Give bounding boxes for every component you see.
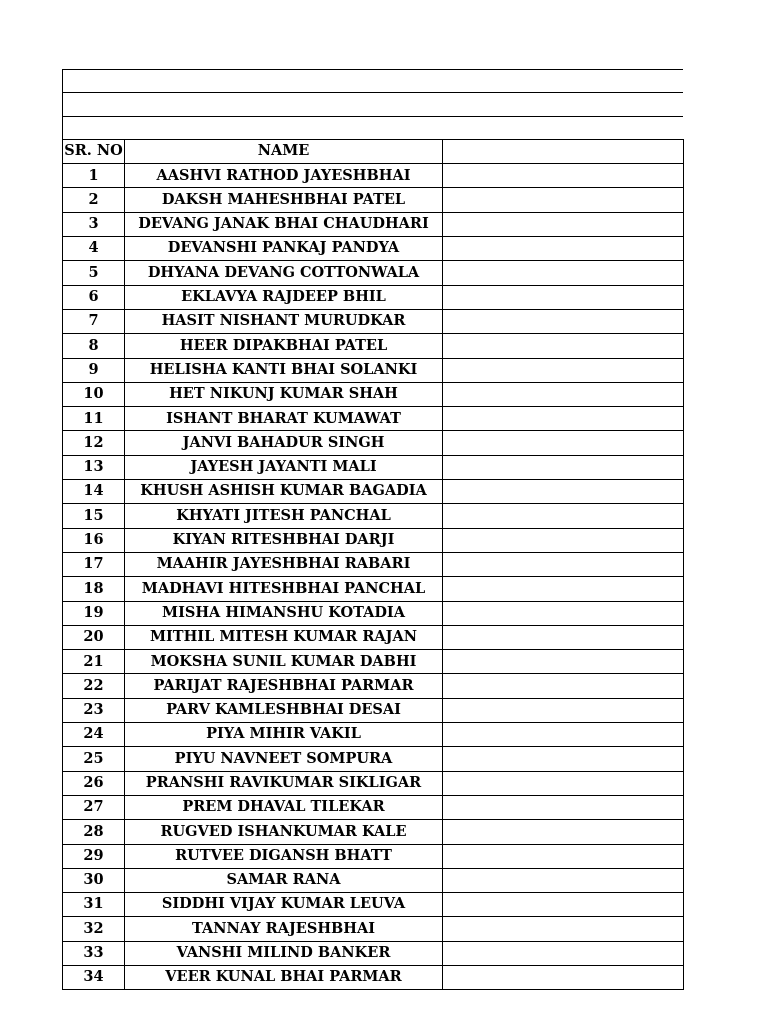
table-row [63,455,684,479]
table-row [63,723,684,747]
table-row [63,893,684,917]
student-name-cell: EKLAVYA RAJDEEP BHIL [125,285,443,309]
table-row [63,625,684,649]
sr-no-cell: 4 [63,237,125,261]
extra-cell [443,382,684,406]
sr-no-cell: 16 [63,528,125,552]
extra-cell [443,941,684,965]
student-name-cell: RUGVED ISHANKUMAR KALE [125,820,443,844]
student-name-cell: KIYAN RITESHBHAI DARJI [125,528,443,552]
table-row [63,771,684,795]
sr-no-cell: 28 [63,820,125,844]
blank-spacer-row [62,116,683,139]
student-table [62,139,684,990]
table-row [63,795,684,819]
table-row [63,577,684,601]
student-name-cell: PRANSHI RAVIKUMAR SIKLIGAR [125,771,443,795]
student-name-cell: PREM DHAVAL TILEKAR [125,795,443,819]
sr-no-cell: 24 [63,723,125,747]
table-row [63,941,684,965]
table-row [63,309,684,333]
table-row [63,164,684,188]
student-name-cell: KHYATI JITESH PANCHAL [125,504,443,528]
extra-cell [443,625,684,649]
extra-cell [443,577,684,601]
student-name-cell: HET NIKUNJ KUMAR SHAH [125,382,443,406]
sr-no-cell: 15 [63,504,125,528]
extra-cell [443,795,684,819]
sr-no-cell: 27 [63,795,125,819]
table-row [63,261,684,285]
extra-cell [443,868,684,892]
table-row [63,212,684,236]
sr-no-cell: 19 [63,601,125,625]
sr-no-cell: 17 [63,552,125,576]
extra-cell [443,358,684,382]
student-name-cell: ISHANT BHARAT KUMAWAT [125,407,443,431]
table-row [63,188,684,212]
sr-no-cell: 1 [63,164,125,188]
extra-cell [443,965,684,989]
sr-no-header: SR. NO [63,139,125,163]
table-row [63,334,684,358]
extra-cell [443,820,684,844]
sr-no-cell: 34 [63,965,125,989]
student-name-cell: SAMAR RANA [125,868,443,892]
table-body [63,164,684,990]
table-header-row [63,139,684,163]
student-name-cell: PARV KAMLESHBHAI DESAI [125,698,443,722]
table-row [63,917,684,941]
sr-no-cell: 11 [63,407,125,431]
extra-cell [443,650,684,674]
student-name-cell: HEER DIPAKBHAI PATEL [125,334,443,358]
student-name-cell: MADHAVI HITESHBHAI PANCHAL [125,577,443,601]
table-row [63,844,684,868]
table-row [63,407,684,431]
table-row [63,965,684,989]
extra-cell [443,164,684,188]
sr-no-cell: 13 [63,455,125,479]
extra-cell [443,309,684,333]
sr-no-cell: 32 [63,917,125,941]
extra-cell [443,285,684,309]
student-name-cell: VANSHI MILIND BANKER [125,941,443,965]
table-row [63,820,684,844]
extra-cell [443,844,684,868]
name-header: NAME [125,139,443,163]
extra-cell [443,698,684,722]
student-name-cell: TANNAY RAJESHBHAI [125,917,443,941]
blank-subtitle-row [62,92,683,115]
extra-cell [443,188,684,212]
extra-cell [443,552,684,576]
sr-no-cell: 31 [63,893,125,917]
sr-no-cell: 12 [63,431,125,455]
student-name-cell: DHYANA DEVANG COTTONWALA [125,261,443,285]
student-name-cell: DEVANG JANAK BHAI CHAUDHARI [125,212,443,236]
sr-no-cell: 22 [63,674,125,698]
blank-title-row [62,69,683,92]
table-row [63,237,684,261]
table-row [63,747,684,771]
extra-cell [443,528,684,552]
table-row [63,698,684,722]
sr-no-cell: 25 [63,747,125,771]
extra-cell [443,504,684,528]
table-row [63,674,684,698]
student-name-cell: MITHIL MITESH KUMAR RAJAN [125,625,443,649]
student-name-cell: MOKSHA SUNIL KUMAR DABHI [125,650,443,674]
sr-no-cell: 33 [63,941,125,965]
extra-cell [443,237,684,261]
sr-no-cell: 21 [63,650,125,674]
student-name-cell: KHUSH ASHISH KUMAR BAGADIA [125,480,443,504]
table-row [63,601,684,625]
student-list-sheet [62,69,683,990]
extra-cell [443,431,684,455]
sr-no-cell: 2 [63,188,125,212]
extra-cell [443,917,684,941]
sr-no-cell: 10 [63,382,125,406]
table-row [63,528,684,552]
student-name-cell: DAKSH MAHESHBHAI PATEL [125,188,443,212]
sr-no-cell: 6 [63,285,125,309]
extra-column-header [443,139,684,163]
student-name-cell: MAAHIR JAYESHBHAI RABARI [125,552,443,576]
extra-cell [443,212,684,236]
sr-no-cell: 18 [63,577,125,601]
extra-cell [443,601,684,625]
student-name-cell: HELISHA KANTI BHAI SOLANKI [125,358,443,382]
student-name-cell: MISHA HIMANSHU KOTADIA [125,601,443,625]
sr-no-cell: 29 [63,844,125,868]
table-row [63,382,684,406]
sr-no-cell: 5 [63,261,125,285]
extra-cell [443,480,684,504]
extra-cell [443,261,684,285]
student-name-cell: HASIT NISHANT MURUDKAR [125,309,443,333]
table-row [63,868,684,892]
extra-cell [443,771,684,795]
student-name-cell: JAYESH JAYANTI MALI [125,455,443,479]
student-name-cell: SIDDHI VIJAY KUMAR LEUVA [125,893,443,917]
extra-cell [443,747,684,771]
extra-cell [443,723,684,747]
table-row [63,650,684,674]
student-name-cell: PARIJAT RAJESHBHAI PARMAR [125,674,443,698]
sr-no-cell: 23 [63,698,125,722]
student-name-cell: VEER KUNAL BHAI PARMAR [125,965,443,989]
extra-cell [443,455,684,479]
student-name-cell: AASHVI RATHOD JAYESHBHAI [125,164,443,188]
extra-cell [443,334,684,358]
student-name-cell: JANVI BAHADUR SINGH [125,431,443,455]
table-row [63,480,684,504]
sr-no-cell: 30 [63,868,125,892]
sr-no-cell: 14 [63,480,125,504]
student-name-cell: RUTVEE DIGANSH BHATT [125,844,443,868]
student-name-cell: PIYU NAVNEET SOMPURA [125,747,443,771]
sr-no-cell: 26 [63,771,125,795]
sr-no-cell: 7 [63,309,125,333]
table-row [63,431,684,455]
extra-cell [443,407,684,431]
extra-cell [443,674,684,698]
sr-no-cell: 8 [63,334,125,358]
sr-no-cell: 3 [63,212,125,236]
student-name-cell: DEVANSHI PANKAJ PANDYA [125,237,443,261]
table-row [63,285,684,309]
sr-no-cell: 20 [63,625,125,649]
table-row [63,504,684,528]
extra-cell [443,893,684,917]
table-row [63,358,684,382]
table-row [63,552,684,576]
sr-no-cell: 9 [63,358,125,382]
student-name-cell: PIYA MIHIR VAKIL [125,723,443,747]
